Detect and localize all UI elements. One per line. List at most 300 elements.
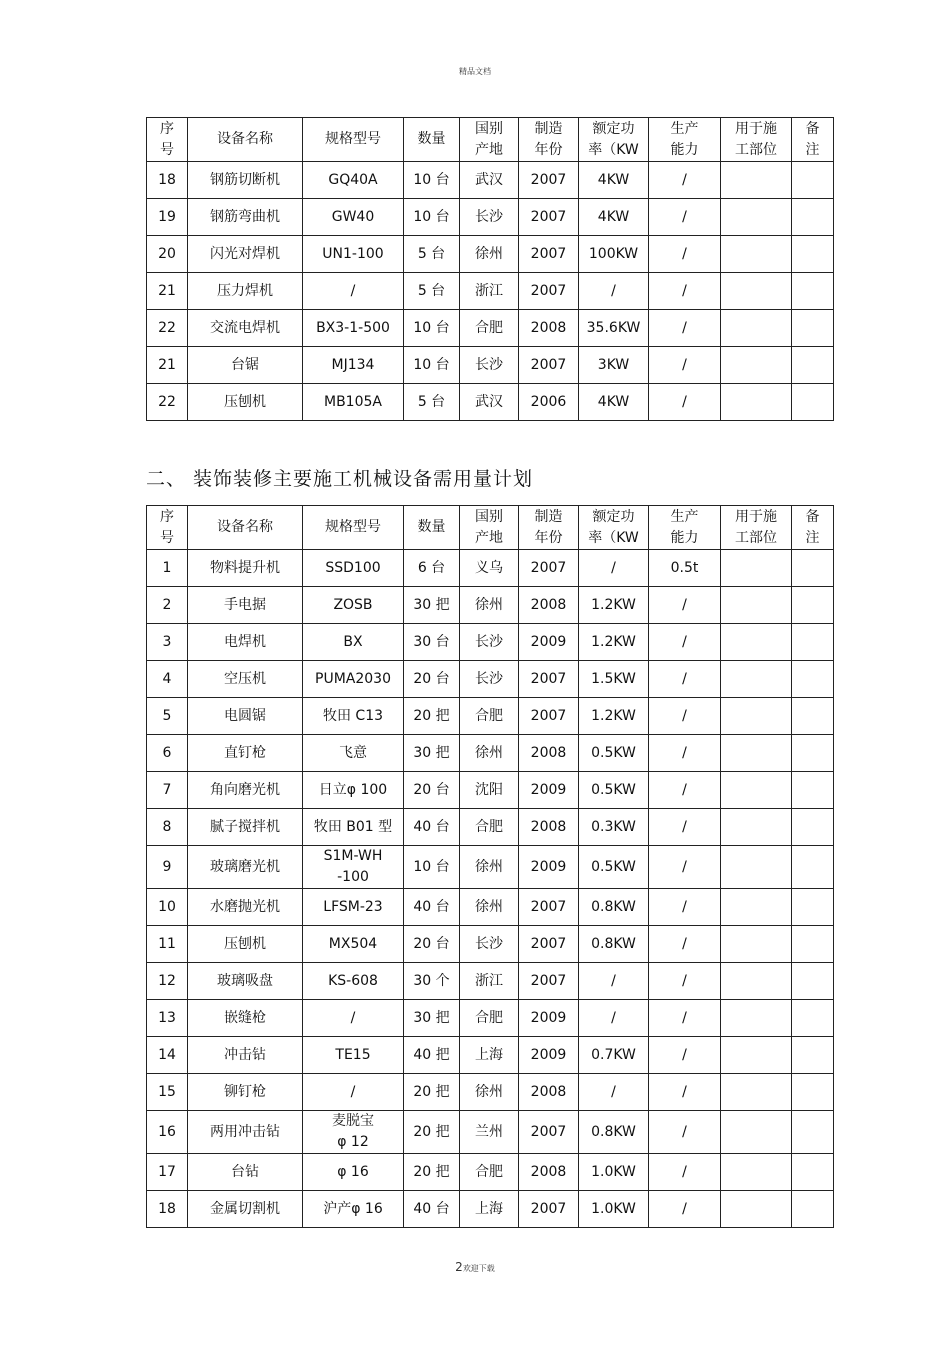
cell-remarks [792,587,834,624]
cell-remarks [792,1191,834,1228]
cell-origin: 徐州 [460,236,519,273]
cell-remarks [792,550,834,587]
cell-origin: 长沙 [460,661,519,698]
cell-remarks [792,310,834,347]
cell-text: 设备名称 [217,519,273,535]
cell-rated-power: 0.5KW [579,772,649,809]
cell-manufacture-year: 2009 [519,1000,579,1037]
cell-equipment-name: 压刨机 [188,384,303,421]
cell-origin: 浙江 [460,273,519,310]
cell-quantity: 5 台 [404,236,460,273]
cell-remarks [792,162,834,199]
cell-text: 额定功 [592,120,635,137]
cell-origin: 徐州 [460,735,519,772]
cell-quantity: 20 台 [404,772,460,809]
cell-remarks [792,889,834,926]
cell-rated-power: / [579,1000,649,1037]
cell-model-spec: UN1-100 [303,236,404,273]
cell-rated-power: 0.5KW [579,846,649,889]
cell-quantity: 30 把 [404,587,460,624]
cell-serial-no: 1 [147,550,188,587]
cell-text: 用于施 [735,120,777,137]
table-row [147,1000,834,1037]
cell-quantity: 20 台 [404,661,460,698]
cell-serial-no: 9 [147,846,188,889]
cell-quantity: 5 台 [404,384,460,421]
cell-text: 注 [805,141,820,158]
cell-capacity: / [649,1154,721,1191]
cell-serial-no: 2 [147,587,188,624]
cell-usage-location [721,1000,792,1037]
footer [0,1260,950,1274]
cell-usage-location [721,1191,792,1228]
cell-origin: 武汉 [460,384,519,421]
cell-usage-location [721,162,792,199]
cell-quantity: 10 台 [404,347,460,384]
cell-text: 麦脱宝 [332,1113,374,1129]
cell-origin: 合肥 [460,1000,519,1037]
cell-capacity: / [649,1000,721,1037]
cell-manufacture-year: 2007 [519,1111,579,1154]
cell-origin: 浙江 [460,963,519,1000]
cell-capacity: / [649,926,721,963]
cell-model-spec: SSD100 [303,550,404,587]
cell-text: 序 [160,120,174,137]
cell-model-spec: PUMA2030 [303,661,404,698]
cell-capacity: / [649,1111,721,1154]
cell-equipment-name: 金属切割机 [188,1191,303,1228]
cell-manufacture-year: 2009 [519,772,579,809]
cell-usage-location [721,889,792,926]
cell-model-spec: ZOSB [303,587,404,624]
cell-model-spec: BX [303,624,404,661]
cell-manufacture-year: 2009 [519,624,579,661]
cell-usage-location [721,1037,792,1074]
cell-manufacture-year: 2009 [519,1037,579,1074]
cell-equipment-name: 两用冲击钻 [188,1111,303,1154]
cell-text: 注 [805,529,820,546]
cell-text: 备 [805,120,820,137]
cell-manufacture-year: 2007 [519,963,579,1000]
cell-remarks [792,624,834,661]
cell-capacity: / [649,889,721,926]
cell-serial-no: 4 [147,661,188,698]
cell-manufacture-year: 2007 [519,347,579,384]
cell-model-spec: 日立φ 100 [303,772,404,809]
cell-text: 号 [160,141,174,158]
cell-rated-power: 0.7KW [579,1037,649,1074]
page-number: 2 [455,1260,463,1274]
column-header-remarks [792,118,834,162]
cell-remarks [792,926,834,963]
table-row [147,1191,834,1228]
cell-quantity: 10 台 [404,310,460,347]
cell-text: -100 [337,869,369,885]
cell-text: 年份 [534,141,563,158]
cell-model-spec: LFSM-23 [303,889,404,926]
cell-model-spec: 牧田 B01 型 [303,809,404,846]
cell-text: 额定功 [592,508,635,525]
table-row [147,273,834,310]
cell-usage-location [721,809,792,846]
table-row [147,310,834,347]
cell-rated-power: 0.8KW [579,889,649,926]
cell-text: 率（KW [588,529,639,546]
cell-usage-location [721,310,792,347]
cell-manufacture-year: 2007 [519,661,579,698]
cell-quantity: 40 台 [404,1191,460,1228]
column-header-model-spec [303,506,404,550]
equipment-table-2 [146,505,834,1228]
cell-origin: 徐州 [460,1074,519,1111]
column-header-capacity [649,506,721,550]
table-row [147,384,834,421]
cell-quantity: 40 台 [404,809,460,846]
header-watermark: 精品文档 [459,67,491,76]
cell-equipment-name: 铆钉枪 [188,1074,303,1111]
cell-rated-power: 35.6KW [579,310,649,347]
cell-capacity: / [649,587,721,624]
cell-quantity: 30 台 [404,624,460,661]
cell-usage-location [721,772,792,809]
cell-manufacture-year: 2008 [519,587,579,624]
cell-rated-power: 1.2KW [579,698,649,735]
cell-manufacture-year: 2007 [519,273,579,310]
cell-equipment-name: 玻璃吸盘 [188,963,303,1000]
cell-text: 备 [805,508,820,525]
cell-model-spec: 牧田 C13 [303,698,404,735]
cell-text: 数量 [417,131,446,147]
table-row [147,1154,834,1191]
cell-model-spec: φ 16 [303,1154,404,1191]
table-row [147,587,834,624]
cell-rated-power: 0.8KW [579,1111,649,1154]
table-row [147,772,834,809]
header-row [147,118,834,162]
cell-capacity: / [649,310,721,347]
cell-manufacture-year: 2007 [519,1191,579,1228]
table-row [147,889,834,926]
table-row [147,846,834,889]
cell-model-spec: MB105A [303,384,404,421]
column-header-remarks [792,506,834,550]
cell-remarks [792,698,834,735]
cell-serial-no: 22 [147,384,188,421]
footer-text: 欢迎下载 [462,1264,495,1273]
column-header-rated-power [579,506,649,550]
cell-serial-no: 5 [147,698,188,735]
cell-remarks [792,1074,834,1111]
cell-capacity: / [649,809,721,846]
table-row [147,1074,834,1111]
cell-text: 产地 [475,141,503,158]
cell-rated-power: 1.0KW [579,1154,649,1191]
cell-manufacture-year: 2007 [519,926,579,963]
cell-origin: 合肥 [460,310,519,347]
cell-remarks [792,1111,834,1154]
cell-text: 能力 [670,141,699,158]
cell-manufacture-year: 2007 [519,162,579,199]
cell-model-spec: 飞意 [303,735,404,772]
cell-capacity: 0.5t [649,550,721,587]
cell-quantity: 5 台 [404,273,460,310]
cell-text: 数量 [417,519,446,535]
cell-text: 产地 [475,529,503,546]
cell-model-spec: MJ134 [303,347,404,384]
cell-text: S1M-WH [323,848,383,864]
cell-equipment-name: 冲击钻 [188,1037,303,1074]
column-header-quantity [404,118,460,162]
cell-text: 制造 [534,508,563,525]
column-header-model-spec [303,118,404,162]
cell-origin: 徐州 [460,846,519,889]
cell-manufacture-year: 2007 [519,889,579,926]
cell-origin: 武汉 [460,162,519,199]
cell-rated-power: / [579,550,649,587]
cell-serial-no: 8 [147,809,188,846]
cell-text: 工部位 [735,529,777,546]
cell-serial-no: 14 [147,1037,188,1074]
cell-equipment-name: 电圆锯 [188,698,303,735]
cell-serial-no: 12 [147,963,188,1000]
cell-remarks [792,809,834,846]
cell-equipment-name: 腻子搅拌机 [188,809,303,846]
cell-text: 用于施 [735,508,777,525]
cell-serial-no: 18 [147,1191,188,1228]
cell-origin: 上海 [460,1037,519,1074]
cell-model-spec: BX3-1-500 [303,310,404,347]
column-header-equipment-name [188,118,303,162]
cell-model-spec [303,1111,404,1154]
cell-capacity: / [649,347,721,384]
cell-manufacture-year: 2008 [519,1074,579,1111]
equipment-table-1 [146,117,834,421]
cell-rated-power: 3KW [579,347,649,384]
cell-quantity: 20 把 [404,1154,460,1191]
cell-rated-power: 1.2KW [579,624,649,661]
header-row [147,506,834,550]
cell-usage-location [721,963,792,1000]
cell-capacity: / [649,1191,721,1228]
cell-manufacture-year: 2007 [519,550,579,587]
cell-capacity: / [649,661,721,698]
cell-equipment-name: 压刨机 [188,926,303,963]
cell-serial-no: 11 [147,926,188,963]
cell-capacity: / [649,384,721,421]
cell-remarks [792,846,834,889]
cell-remarks [792,1000,834,1037]
cell-usage-location [721,698,792,735]
cell-rated-power: 1.0KW [579,1191,649,1228]
cell-origin: 长沙 [460,926,519,963]
cell-equipment-name: 手电据 [188,587,303,624]
cell-text: φ 12 [337,1134,369,1150]
cell-rated-power: 4KW [579,384,649,421]
cell-quantity: 40 把 [404,1037,460,1074]
cell-capacity: / [649,698,721,735]
cell-capacity: / [649,162,721,199]
cell-equipment-name: 钢筋切断机 [188,162,303,199]
cell-manufacture-year: 2007 [519,199,579,236]
cell-quantity: 10 台 [404,846,460,889]
cell-manufacture-year: 2008 [519,809,579,846]
cell-quantity: 30 把 [404,735,460,772]
cell-equipment-name: 水磨抛光机 [188,889,303,926]
cell-equipment-name: 压力焊机 [188,273,303,310]
cell-usage-location [721,1074,792,1111]
column-header-manufacture-year [519,118,579,162]
cell-text: 生产 [670,508,699,525]
cell-manufacture-year: 2009 [519,846,579,889]
cell-text: 规格型号 [325,519,381,535]
cell-quantity: 20 把 [404,1074,460,1111]
cell-usage-location [721,624,792,661]
cell-equipment-name: 台锯 [188,347,303,384]
column-header-usage-location [721,118,792,162]
table-row [147,1111,834,1154]
cell-equipment-name: 电焊机 [188,624,303,661]
cell-quantity: 40 台 [404,889,460,926]
cell-usage-location [721,735,792,772]
cell-text: 号 [160,529,174,546]
cell-rated-power: 1.5KW [579,661,649,698]
cell-remarks [792,1037,834,1074]
column-header-usage-location [721,506,792,550]
cell-remarks [792,735,834,772]
cell-rated-power: 0.8KW [579,926,649,963]
table-row [147,550,834,587]
column-header-origin [460,118,519,162]
cell-remarks [792,236,834,273]
cell-model-spec: KS-608 [303,963,404,1000]
cell-usage-location [721,199,792,236]
cell-equipment-name: 交流电焊机 [188,310,303,347]
cell-usage-location [721,1154,792,1191]
cell-serial-no: 18 [147,162,188,199]
cell-capacity: / [649,1037,721,1074]
cell-origin: 上海 [460,1191,519,1228]
cell-model-spec: / [303,1000,404,1037]
cell-origin: 义乌 [460,550,519,587]
cell-serial-no: 13 [147,1000,188,1037]
column-header-origin [460,506,519,550]
table-row [147,236,834,273]
column-header-serial-no [147,506,188,550]
cell-rated-power: / [579,1074,649,1111]
column-header-manufacture-year [519,506,579,550]
cell-model-spec: / [303,273,404,310]
cell-serial-no: 3 [147,624,188,661]
cell-quantity: 20 把 [404,1111,460,1154]
cell-origin: 徐州 [460,587,519,624]
cell-text: 设备名称 [217,131,273,147]
cell-capacity: / [649,772,721,809]
cell-text: 规格型号 [325,131,381,147]
cell-rated-power: / [579,963,649,1000]
cell-rated-power: 0.3KW [579,809,649,846]
cell-remarks [792,384,834,421]
table-row [147,963,834,1000]
cell-rated-power: 1.2KW [579,587,649,624]
cell-model-spec: GW40 [303,199,404,236]
cell-origin: 合肥 [460,809,519,846]
cell-usage-location [721,1111,792,1154]
cell-model-spec: 沪产φ 16 [303,1191,404,1228]
column-header-serial-no [147,118,188,162]
cell-usage-location [721,846,792,889]
cell-equipment-name: 台钻 [188,1154,303,1191]
table-row [147,926,834,963]
table-row [147,735,834,772]
table-row [147,347,834,384]
cell-origin: 合肥 [460,698,519,735]
table-row [147,661,834,698]
cell-remarks [792,963,834,1000]
cell-quantity: 30 把 [404,1000,460,1037]
cell-serial-no: 21 [147,347,188,384]
cell-usage-location [721,587,792,624]
cell-text: 国别 [475,508,503,525]
cell-remarks [792,661,834,698]
cell-manufacture-year: 2008 [519,1154,579,1191]
cell-equipment-name: 直钉枪 [188,735,303,772]
cell-text: 工部位 [735,141,777,158]
table-row [147,624,834,661]
cell-capacity: / [649,963,721,1000]
cell-equipment-name: 玻璃磨光机 [188,846,303,889]
cell-equipment-name: 钢筋弯曲机 [188,199,303,236]
section-title: 二、 装饰装修主要施工机械设备需用量计划 [146,468,534,490]
cell-capacity: / [649,735,721,772]
cell-text: 能力 [670,529,699,546]
cell-capacity: / [649,1074,721,1111]
cell-rated-power: / [579,273,649,310]
cell-equipment-name: 物料提升机 [188,550,303,587]
cell-equipment-name: 嵌缝枪 [188,1000,303,1037]
cell-serial-no: 10 [147,889,188,926]
table-row [147,1037,834,1074]
cell-manufacture-year: 2006 [519,384,579,421]
cell-model-spec [303,846,404,889]
cell-usage-location [721,661,792,698]
cell-usage-location [721,926,792,963]
table-row [147,809,834,846]
cell-text: 率（KW [588,141,639,158]
cell-equipment-name: 角向磨光机 [188,772,303,809]
cell-rated-power: 4KW [579,199,649,236]
cell-origin: 沈阳 [460,772,519,809]
cell-model-spec: MX504 [303,926,404,963]
cell-capacity: / [649,846,721,889]
cell-model-spec: GQ40A [303,162,404,199]
cell-capacity: / [649,624,721,661]
cell-remarks [792,772,834,809]
cell-capacity: / [649,199,721,236]
cell-model-spec: / [303,1074,404,1111]
table-row [147,199,834,236]
cell-serial-no: 6 [147,735,188,772]
cell-quantity: 20 把 [404,698,460,735]
cell-remarks [792,347,834,384]
cell-serial-no: 7 [147,772,188,809]
cell-origin: 长沙 [460,347,519,384]
cell-origin: 徐州 [460,889,519,926]
cell-remarks [792,1154,834,1191]
cell-quantity: 6 台 [404,550,460,587]
cell-serial-no: 19 [147,199,188,236]
cell-quantity: 30 个 [404,963,460,1000]
cell-quantity: 20 台 [404,926,460,963]
